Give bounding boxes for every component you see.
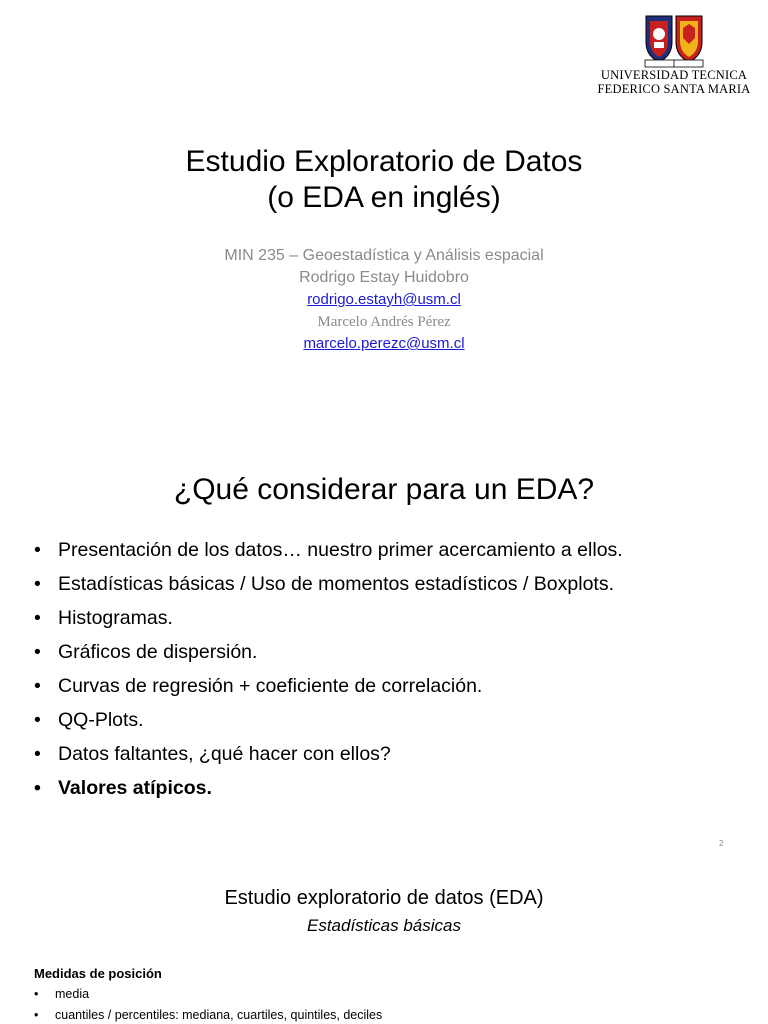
course-name: MIN 235 – Geoestadística y Análisis espacial bbox=[224, 247, 544, 264]
slide-heading: Estudio exploratorio de datos (EDA) bbox=[224, 887, 544, 909]
presentation-title bbox=[0, 144, 768, 216]
section-label: Medidas de posición bbox=[34, 966, 162, 981]
university-crest-icon bbox=[643, 12, 705, 68]
outline-slide bbox=[0, 430, 768, 860]
university-name bbox=[574, 68, 768, 96]
list-item: • Valores atípicos. bbox=[34, 771, 623, 805]
slide-heading: ¿Qué considerar para un EDA? bbox=[173, 473, 595, 506]
author1-email-link[interactable]: rodrigo.estayh@usm.cl bbox=[307, 291, 461, 308]
university-name-line2: FEDERICO SANTA MARIA bbox=[597, 82, 751, 96]
list-item: • Curvas de regresión + coeficiente de correlación. bbox=[34, 669, 623, 703]
page-number: 2 bbox=[719, 839, 724, 848]
course-info bbox=[0, 245, 768, 355]
list-item: • QQ-Plots. bbox=[34, 703, 623, 737]
title-line2: (o EDA en inglés) bbox=[267, 181, 501, 214]
list-item: • Datos faltantes, ¿qué hacer con ellos? bbox=[34, 737, 623, 771]
author1-name: Rodrigo Estay Huidobro bbox=[299, 269, 469, 286]
bullet-list bbox=[34, 984, 382, 1024]
bullet-list bbox=[34, 533, 623, 805]
author2-email-link[interactable]: marcelo.perezc@usm.cl bbox=[303, 335, 465, 352]
author2-name: Marcelo Andrés Pérez bbox=[317, 314, 451, 330]
slide-subheading: Estadísticas básicas bbox=[306, 916, 461, 935]
title-line1: Estudio Exploratorio de Datos bbox=[185, 145, 583, 178]
list-item: • media bbox=[34, 984, 382, 1005]
list-item: • Histogramas. bbox=[34, 601, 623, 635]
list-item: • Presentación de los datos… nuestro primer acercamiento a ellos. bbox=[34, 533, 623, 567]
list-item: • Gráficos de dispersión. bbox=[34, 635, 623, 669]
list-item: • cuantiles / percentiles: mediana, cuartiles, quintiles, deciles bbox=[34, 1005, 382, 1024]
title-slide bbox=[0, 0, 768, 430]
university-name-line1: UNIVERSIDAD TECNICA bbox=[600, 68, 748, 82]
statistics-slide bbox=[0, 860, 768, 1024]
list-item: • Estadísticas básicas / Uso de momentos estadísticos / Boxplots. bbox=[34, 567, 623, 601]
